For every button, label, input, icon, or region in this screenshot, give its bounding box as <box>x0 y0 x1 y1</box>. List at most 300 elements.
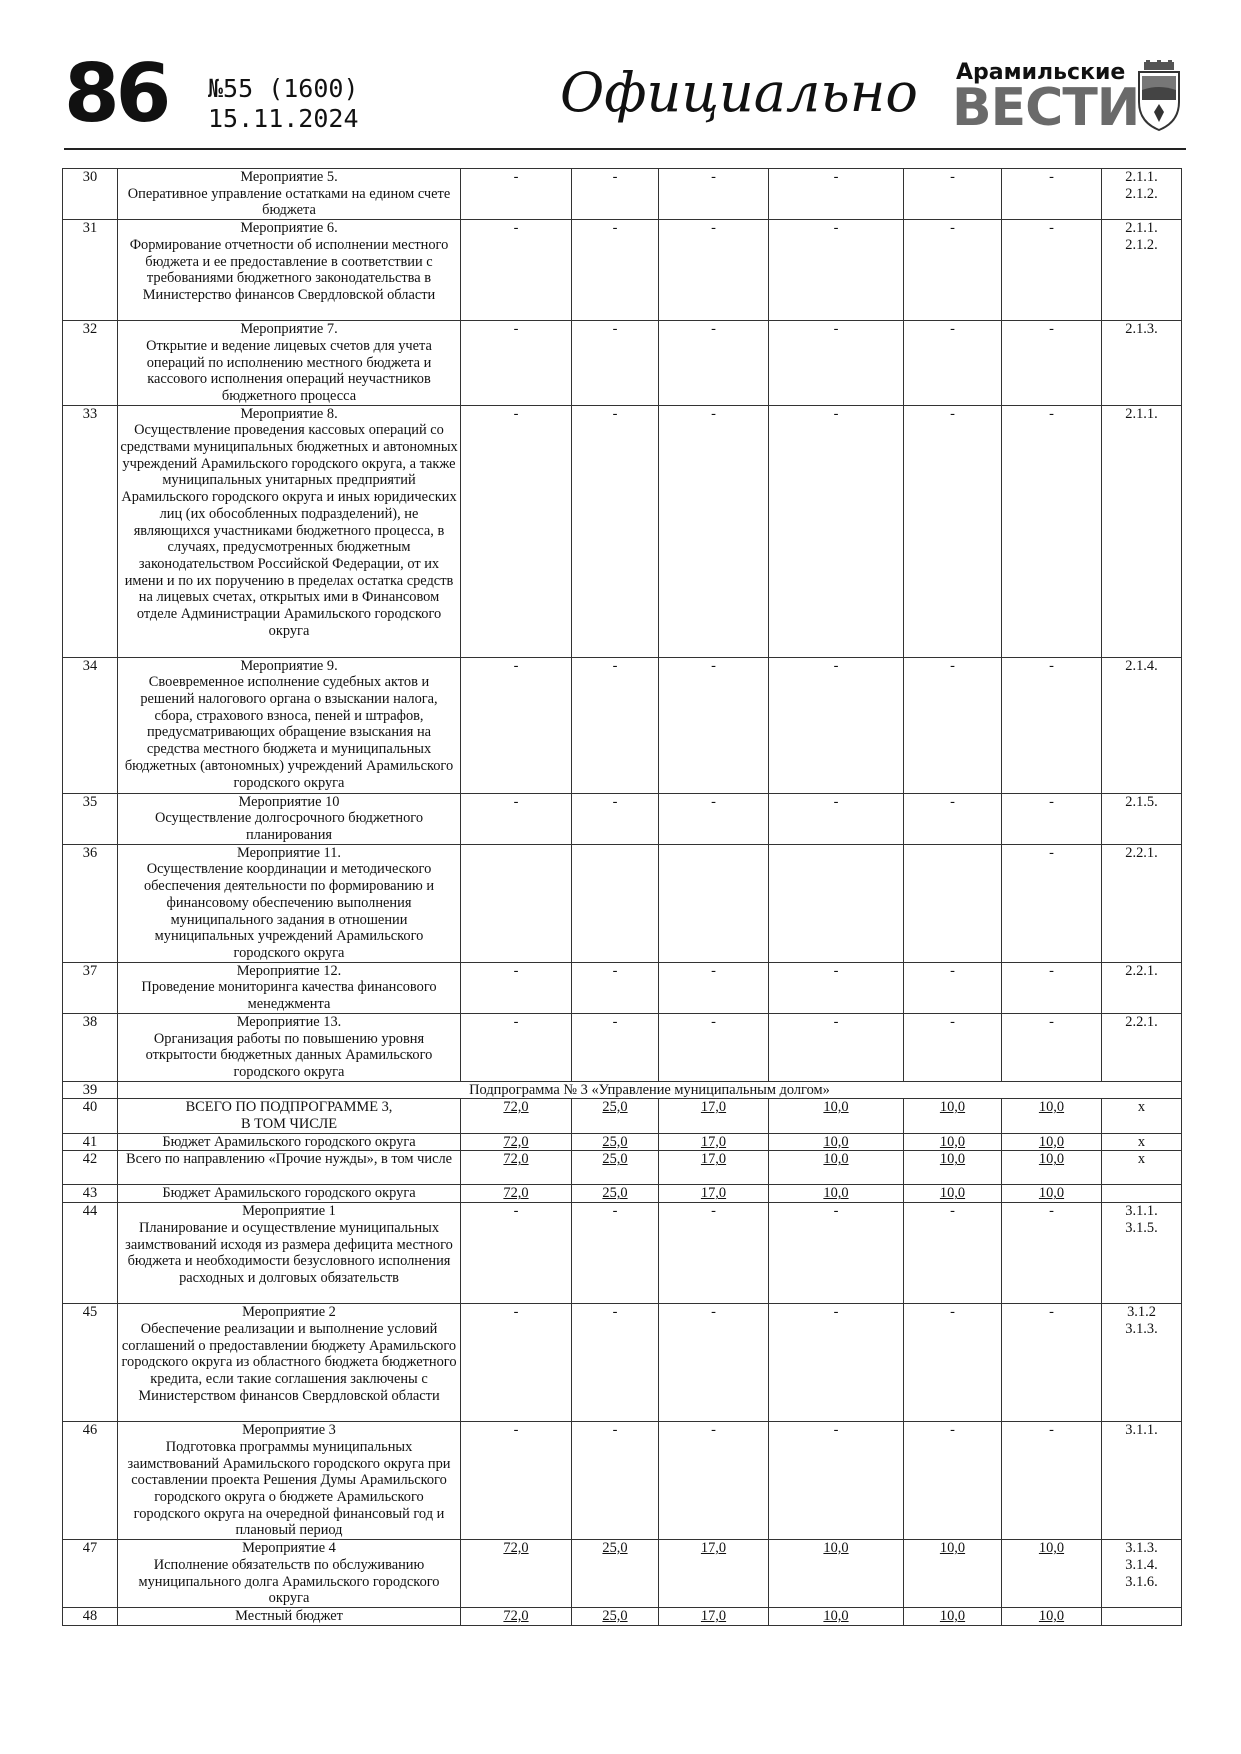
value-cell <box>904 405 1002 657</box>
target-code: 2.1.1. <box>1102 405 1182 657</box>
value-text: 10,0 <box>1038 1540 1065 1557</box>
value-text: - <box>612 1422 618 1439</box>
logo-top-text: Арамильские <box>956 60 1126 85</box>
activity-description: Осуществление долгосрочного бюджетного планирования <box>154 810 424 844</box>
activity-title: Всего по направлению «Прочие нужды», в том числе <box>125 1151 453 1168</box>
value-cell <box>904 1607 1002 1625</box>
value-cell <box>659 962 769 1013</box>
value-text: 17,0 <box>700 1607 727 1624</box>
value-cell <box>572 220 659 321</box>
value-text: 10,0 <box>823 1151 849 1168</box>
table-row <box>63 220 1182 321</box>
value-text: - <box>833 962 839 979</box>
value-cell <box>1002 1133 1102 1151</box>
activity-description: Проведение мониторинга качества финансового менеджмента <box>141 979 437 1013</box>
target-code: 2.1.1. 2.1.2. <box>1102 220 1182 321</box>
logo-main-text: ВЕСТИ <box>952 78 1140 138</box>
value-text: 25,0 <box>602 1099 628 1116</box>
value-text: 10,0 <box>1038 1099 1065 1116</box>
row-number: 45 <box>63 1304 118 1422</box>
value-cell <box>659 1607 769 1625</box>
activity-cell <box>118 1607 461 1625</box>
value-cell <box>461 1422 572 1540</box>
value-text: 10,0 <box>1038 1151 1065 1168</box>
activity-title: Мероприятие 10 <box>238 793 340 810</box>
value-cell <box>659 321 769 406</box>
target-code: х <box>1102 1133 1182 1151</box>
table-row <box>63 844 1182 962</box>
activity-description: Организация работы по повышению уровня открытости бюджетных данных Арамильского городского округа <box>145 1030 433 1080</box>
value-text: 17,0 <box>700 1133 727 1150</box>
activity-title: Мероприятие 11. <box>236 844 342 861</box>
value-text: - <box>513 1422 519 1439</box>
table-row <box>63 1203 1182 1304</box>
value-cell <box>769 1540 904 1608</box>
value-text: - <box>513 405 519 422</box>
value-cell <box>769 1422 904 1540</box>
value-cell <box>904 1422 1002 1540</box>
value-cell <box>769 220 904 321</box>
activity-title: Бюджет Арамильского городского округа <box>162 1185 416 1202</box>
activity-title: Мероприятие 12. <box>236 962 342 979</box>
value-cell <box>461 321 572 406</box>
value-cell <box>572 1422 659 1540</box>
table-row <box>63 405 1182 657</box>
row-number: 47 <box>63 1540 118 1608</box>
value-cell <box>572 1185 659 1203</box>
value-cell <box>572 1013 659 1081</box>
table-row <box>63 1013 1182 1081</box>
value-cell <box>659 1540 769 1608</box>
value-cell <box>572 1099 659 1133</box>
value-text: - <box>513 1304 519 1321</box>
activity-cell <box>118 844 461 962</box>
value-text: - <box>1049 793 1054 810</box>
value-text: 10,0 <box>823 1185 849 1202</box>
value-text: 72,0 <box>503 1185 529 1202</box>
target-code: 3.1.1. <box>1102 1422 1182 1540</box>
row-number: 35 <box>63 793 118 844</box>
value-cell <box>904 1304 1002 1422</box>
target-code: х <box>1102 1099 1182 1133</box>
value-text: - <box>612 1013 618 1030</box>
value-text: - <box>833 1304 839 1321</box>
value-text: 10,0 <box>939 1185 966 1202</box>
activity-description: Планирование и осуществление муниципальных заимствований исходя из размера дефицита местного бюджета и необходимости безусловного исполнения расходных и долговых обязательств <box>125 1219 453 1286</box>
value-text: - <box>711 220 716 237</box>
value-text: - <box>950 1013 955 1030</box>
activity-title: Мероприятие 2 <box>242 1304 336 1321</box>
value-cell <box>659 405 769 657</box>
value-cell <box>904 1013 1002 1081</box>
value-text: 72,0 <box>503 1133 529 1150</box>
activity-title: ВСЕГО ПО ПОДПРОГРАММЕ 3, <box>185 1099 393 1116</box>
target-code: 2.2.1. <box>1102 962 1182 1013</box>
value-text: 10,0 <box>939 1540 966 1557</box>
activity-description: Осуществление координации и методического обеспечения деятельности по формированию и финансовому обеспечению выполнения муниципального задания в отношении муниципальных учреждений Арамильского городского округа <box>143 861 435 961</box>
value-text: - <box>711 1304 716 1321</box>
value-cell <box>572 1151 659 1185</box>
value-cell <box>904 1540 1002 1608</box>
value-text: 10,0 <box>939 1099 966 1116</box>
table-row <box>63 1540 1182 1608</box>
value-cell <box>769 1185 904 1203</box>
value-cell <box>769 1099 904 1133</box>
value-cell <box>1002 169 1102 220</box>
value-cell <box>904 793 1002 844</box>
row-number: 34 <box>63 657 118 793</box>
value-cell <box>461 1151 572 1185</box>
value-text: - <box>711 1422 716 1439</box>
value-text: 10,0 <box>1038 1185 1065 1202</box>
value-text: - <box>711 169 716 185</box>
activity-title: Мероприятие 9. <box>240 657 338 674</box>
value-text: 10,0 <box>939 1133 966 1150</box>
value-text: - <box>1049 844 1054 861</box>
activity-cell <box>118 1540 461 1608</box>
value-text: - <box>950 169 955 185</box>
value-text: - <box>711 1203 716 1220</box>
row-number: 44 <box>63 1203 118 1304</box>
value-text: - <box>612 962 618 979</box>
value-cell <box>659 844 769 962</box>
value-text: - <box>612 220 618 237</box>
activity-cell <box>118 793 461 844</box>
value-cell <box>659 657 769 793</box>
value-cell <box>659 1151 769 1185</box>
activity-description: Обеспечение реализации и выполнение условий соглашений о предоставлении бюджету Арамильского городского округа из областного бюджета бюджетного кредита, если такие соглашения заключены с Министерством финансов Свердловской области <box>121 1320 457 1404</box>
row-number: 39 <box>63 1081 118 1099</box>
row-number: 42 <box>63 1151 118 1185</box>
value-text: - <box>833 1422 839 1439</box>
activity-cell <box>118 1304 461 1422</box>
value-cell <box>769 1304 904 1422</box>
value-text: - <box>1049 220 1054 237</box>
row-number: 38 <box>63 1013 118 1081</box>
value-cell <box>659 169 769 220</box>
target-code: 3.1.1. 3.1.5. <box>1102 1203 1182 1304</box>
value-cell <box>1002 793 1102 844</box>
value-text: - <box>950 1422 955 1439</box>
target-code <box>1102 1185 1182 1203</box>
table-row <box>63 657 1182 793</box>
target-code <box>1102 1607 1182 1625</box>
target-code: 3.1.3. 3.1.4. 3.1.6. <box>1102 1540 1182 1608</box>
value-cell <box>461 962 572 1013</box>
value-cell <box>572 657 659 793</box>
value-text: - <box>950 962 955 979</box>
value-text: - <box>612 1304 618 1321</box>
table-row <box>63 1304 1182 1422</box>
value-cell <box>904 1151 1002 1185</box>
value-text: - <box>711 321 716 338</box>
value-text: 17,0 <box>700 1185 727 1202</box>
table-row <box>63 1099 1182 1133</box>
value-text: 10,0 <box>939 1607 966 1624</box>
activity-cell <box>118 657 461 793</box>
value-cell <box>1002 321 1102 406</box>
row-number: 41 <box>63 1133 118 1151</box>
value-text: 25,0 <box>602 1151 628 1168</box>
value-cell <box>1002 1304 1102 1422</box>
value-text: 10,0 <box>939 1151 966 1168</box>
row-number: 31 <box>63 220 118 321</box>
value-cell <box>659 1013 769 1081</box>
target-code: 2.2.1. <box>1102 1013 1182 1081</box>
row-number: 33 <box>63 405 118 657</box>
activity-title: Бюджет Арамильского городского округа <box>162 1133 416 1150</box>
activity-description: Исполнение обязательств по обслуживанию муниципального долга Арамильского городского округа <box>138 1556 440 1607</box>
value-text: 10,0 <box>823 1607 849 1624</box>
value-text: 25,0 <box>602 1185 628 1202</box>
row-number: 40 <box>63 1099 118 1133</box>
value-text: - <box>1049 1203 1054 1220</box>
value-cell <box>1002 1607 1102 1625</box>
activity-cell <box>118 220 461 321</box>
value-cell <box>1002 1099 1102 1133</box>
row-number: 32 <box>63 321 118 406</box>
activity-description: В ТОМ ЧИСЛЕ <box>240 1116 338 1133</box>
program-table <box>62 168 1182 1626</box>
activity-cell <box>118 169 461 220</box>
activity-cell <box>118 1133 461 1151</box>
value-text: - <box>1049 962 1054 979</box>
value-text: - <box>1049 405 1054 422</box>
subprogram-label: Подпрограмма № 3 «Управление муниципальным долгом» <box>118 1081 1182 1099</box>
value-cell <box>769 1607 904 1625</box>
activity-cell <box>118 1151 461 1185</box>
value-text: - <box>1049 657 1054 674</box>
value-cell <box>659 1203 769 1304</box>
header-rule <box>64 148 1186 150</box>
value-text: - <box>833 169 839 185</box>
value-text: - <box>950 405 955 422</box>
activity-title: Местный бюджет <box>235 1607 343 1624</box>
value-cell <box>572 1540 659 1608</box>
target-code: 2.2.1. <box>1102 844 1182 962</box>
value-cell <box>572 405 659 657</box>
value-text: - <box>833 220 839 237</box>
value-cell <box>904 1099 1002 1133</box>
value-cell <box>1002 657 1102 793</box>
value-cell <box>461 657 572 793</box>
page-header <box>64 47 1186 148</box>
activity-title: Мероприятие 3 <box>242 1422 336 1439</box>
value-cell <box>1002 1540 1102 1608</box>
value-text: - <box>513 1013 519 1030</box>
value-cell <box>769 169 904 220</box>
value-text: - <box>513 169 519 185</box>
value-cell <box>904 220 1002 321</box>
value-text: - <box>1049 169 1054 185</box>
activity-cell <box>118 1013 461 1081</box>
value-cell <box>904 844 1002 962</box>
value-text: - <box>513 793 519 810</box>
activity-cell <box>118 1185 461 1203</box>
value-cell <box>659 1422 769 1540</box>
activity-description: Оперативное управление остатками на едином счете бюджета <box>127 185 451 219</box>
table-row <box>63 321 1182 406</box>
value-cell <box>769 321 904 406</box>
row-number: 48 <box>63 1607 118 1625</box>
value-text: - <box>950 657 955 674</box>
activity-description: Открытие и ведение лицевых счетов для учета операций по исполнению местного бюджета и кассового исполнения операций неучастников бюджетного процесса <box>146 337 432 404</box>
page-number: 86 <box>64 47 168 140</box>
value-cell <box>904 169 1002 220</box>
value-text: 25,0 <box>602 1540 628 1557</box>
value-text: - <box>612 657 618 674</box>
value-text: 10,0 <box>823 1540 849 1557</box>
value-text: - <box>1049 321 1054 338</box>
value-cell <box>904 321 1002 406</box>
value-text: 72,0 <box>503 1099 529 1116</box>
value-cell <box>1002 1422 1102 1540</box>
target-code: 3.1.2 3.1.3. <box>1102 1304 1182 1422</box>
value-cell <box>572 1133 659 1151</box>
table-row <box>63 793 1182 844</box>
row-number: 30 <box>63 169 118 220</box>
value-text: - <box>833 657 839 674</box>
value-cell <box>572 1607 659 1625</box>
value-cell <box>769 1133 904 1151</box>
value-text: - <box>1049 1013 1054 1030</box>
value-cell <box>572 321 659 406</box>
value-text: - <box>612 405 618 422</box>
value-cell <box>769 962 904 1013</box>
activity-title: Мероприятие 4 <box>242 1540 336 1557</box>
target-code: 2.1.4. <box>1102 657 1182 793</box>
activity-cell <box>118 321 461 406</box>
value-text: 10,0 <box>1038 1607 1065 1624</box>
value-text: - <box>833 1203 839 1220</box>
activity-cell <box>118 1422 461 1540</box>
city-crest-icon <box>1136 60 1182 132</box>
activity-cell <box>118 405 461 657</box>
target-code: х <box>1102 1151 1182 1185</box>
activity-description: Своевременное исполнение судебных актов и решений налогового органа о взыскании налога, сбора, страхового взноса, пеней и штрафов, предусматривающих обращение взыскания на средства местного бюджета и муниципальных бюджетных (автономных) учреждений Арамильского городского округа <box>124 674 454 791</box>
value-text: - <box>513 1203 519 1220</box>
value-cell <box>659 1099 769 1133</box>
value-text: - <box>711 657 716 674</box>
value-text: 10,0 <box>823 1133 849 1150</box>
value-text: 10,0 <box>823 1099 849 1116</box>
activity-title: Мероприятие 7. <box>240 321 338 338</box>
value-cell <box>904 1203 1002 1304</box>
row-number: 37 <box>63 962 118 1013</box>
value-text: 72,0 <box>503 1151 529 1168</box>
value-cell <box>769 405 904 657</box>
value-text: - <box>513 962 519 979</box>
issue-date: 15.11.2024 <box>208 104 359 133</box>
value-cell <box>1002 1185 1102 1203</box>
activity-title: Мероприятие 8. <box>240 405 338 422</box>
value-text: - <box>513 220 519 237</box>
table-row <box>63 169 1182 220</box>
value-text: - <box>833 405 839 422</box>
value-text: - <box>950 793 955 810</box>
value-cell <box>461 1185 572 1203</box>
value-text: 17,0 <box>700 1099 727 1116</box>
value-text: - <box>513 657 519 674</box>
table-row <box>63 1151 1182 1185</box>
target-code: 2.1.5. <box>1102 793 1182 844</box>
value-cell <box>461 1607 572 1625</box>
value-cell <box>461 793 572 844</box>
value-text: - <box>711 1013 716 1030</box>
section-title: Официально <box>560 61 918 124</box>
table-row <box>63 1133 1182 1151</box>
value-cell <box>461 1099 572 1133</box>
value-cell <box>572 169 659 220</box>
activity-title: Мероприятие 13. <box>236 1013 342 1030</box>
value-text: - <box>612 169 618 185</box>
value-cell <box>1002 1151 1102 1185</box>
value-cell <box>461 1304 572 1422</box>
value-cell <box>572 1304 659 1422</box>
activity-description: Осуществление проведения кассовых операций со средствами муниципальных бюджетных и автономных учреждений Арамильского городского округа, а также муниципальных унитарных предприятий Арамильского городского округа и иных юридических лиц (их обособленных подразделений), не являющихся участниками бюджетного процесса, в случаях, предусмотренных бюджетным законодательством Российской Федерации, от их имени и по их поручению в пределах остатка средств на лицевых счетах, открытых ими в Финансовом отделе Администрации Арамильского городского округа <box>120 422 458 639</box>
value-text: - <box>711 793 716 810</box>
value-cell <box>461 844 572 962</box>
subprogram-row <box>63 1081 1182 1099</box>
value-cell <box>904 962 1002 1013</box>
value-text: - <box>950 220 955 237</box>
table-row <box>63 1607 1182 1625</box>
value-cell <box>461 1203 572 1304</box>
value-text: 17,0 <box>700 1151 727 1168</box>
value-cell <box>904 1185 1002 1203</box>
value-cell <box>769 793 904 844</box>
value-text: 72,0 <box>503 1540 529 1557</box>
value-text: 25,0 <box>602 1607 628 1624</box>
activity-title: Мероприятие 1 <box>242 1203 336 1220</box>
value-text: 17,0 <box>700 1540 727 1557</box>
value-text: - <box>513 321 519 338</box>
value-cell <box>904 1133 1002 1151</box>
value-cell <box>572 844 659 962</box>
activity-title: Мероприятие 5. <box>240 169 338 185</box>
value-text: - <box>711 962 716 979</box>
row-number: 46 <box>63 1422 118 1540</box>
activity-cell <box>118 962 461 1013</box>
value-cell <box>769 1013 904 1081</box>
value-cell <box>461 405 572 657</box>
newspaper-logo <box>946 60 1186 138</box>
value-text: - <box>833 793 839 810</box>
value-text: - <box>1049 1304 1054 1321</box>
value-cell <box>572 793 659 844</box>
value-cell <box>461 220 572 321</box>
value-text: - <box>1049 1422 1054 1439</box>
value-cell <box>572 1203 659 1304</box>
value-text: 25,0 <box>602 1133 628 1150</box>
row-number: 36 <box>63 844 118 962</box>
value-cell <box>659 1185 769 1203</box>
value-cell <box>461 169 572 220</box>
activity-cell <box>118 1099 461 1133</box>
value-cell <box>769 1203 904 1304</box>
value-cell <box>572 962 659 1013</box>
value-cell <box>461 1133 572 1151</box>
table-row <box>63 1185 1182 1203</box>
target-code: 2.1.3. <box>1102 321 1182 406</box>
row-number: 43 <box>63 1185 118 1203</box>
value-cell <box>461 1540 572 1608</box>
issue-number: №55 (1600) <box>208 74 359 103</box>
value-text: - <box>833 1013 839 1030</box>
value-text: - <box>950 321 955 338</box>
value-cell <box>1002 405 1102 657</box>
value-text: 72,0 <box>503 1607 529 1624</box>
